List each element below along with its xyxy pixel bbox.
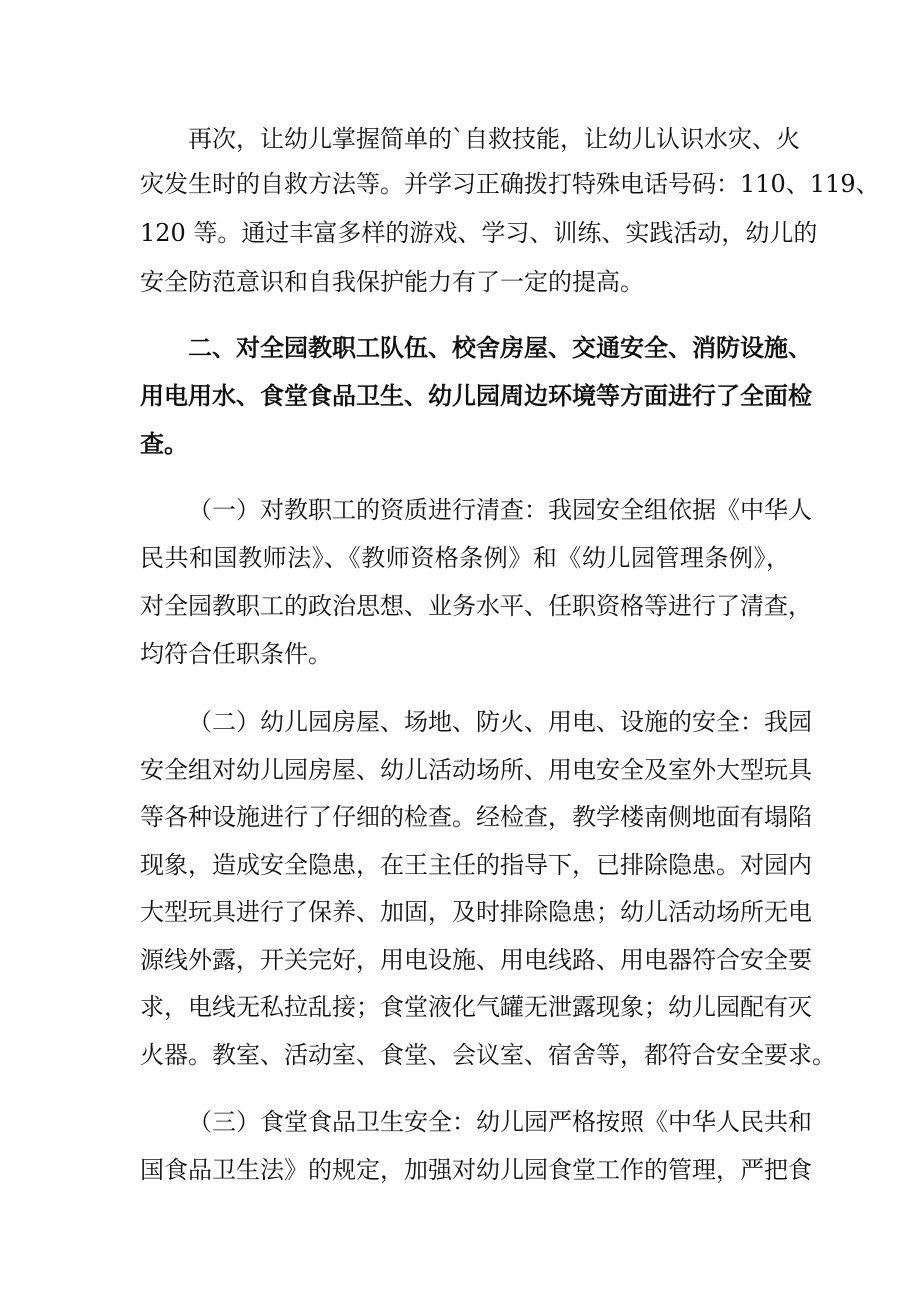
text-line: 均符合任职条件。 — [140, 640, 332, 668]
text-line: 灾发生时的自救方法等。并学习正确拨打特殊电话号码：110、119、 — [140, 170, 880, 198]
text-line: 120 等。通过丰富多样的游戏、学习、训练、实践活动，幼儿的 — [140, 219, 818, 247]
text-line: （二）幼儿园房屋、场地、防火、用电、设施的安全：我园 — [188, 708, 812, 736]
text-line: 对全园教职工的政治思想、业务水平、任职资格等进行了清查， — [140, 592, 812, 620]
heading-line: 二、对全园教职工队伍、校舍房屋、交通安全、消防设施、 — [188, 333, 812, 362]
text-line: 民共和国教师法》、《教师资格条例》和《幼儿园管理条例》， — [140, 544, 790, 572]
text-line: 火器。教室、活动室、食堂、会议室、宿舍等，都符合安全要求。 — [140, 1041, 836, 1069]
text-line: （一）对教职工的资质进行清查：我园安全组依据《中华人 — [188, 496, 812, 524]
text-line: 再次，让幼儿掌握简单的`自救技能，让幼儿认识水灾、火 — [188, 125, 800, 153]
text-line: 源线外露，开关完好，用电设施、用电线路、用电器符合安全要 — [140, 946, 812, 974]
text-line: （三）食堂食品卫生安全：幼儿园严格按照《中华人民共和 — [188, 1108, 812, 1136]
heading-line: 查。 — [140, 429, 188, 458]
text-line: 求，电线无私拉乱接；食堂液化气罐无泄露现象；幼儿园配有灭 — [140, 993, 812, 1021]
heading-line: 用电用水、食堂食品卫生、幼儿园周边环境等方面进行了全面检 — [140, 381, 812, 410]
text-line: 安全防范意识和自我保护能力有了一定的提高。 — [140, 268, 644, 296]
text-line: 安全组对幼儿园房屋、幼儿活动场所、用电安全及室外大型玩具 — [140, 756, 812, 784]
text-line: 国食品卫生法》的规定，加强对幼儿园食堂工作的管理，严把食 — [140, 1156, 812, 1184]
text-line: 现象，造成安全隐患，在王主任的指导下，已排除隐患。对园内 — [140, 851, 812, 879]
text-line: 大型玩具进行了保养、加固，及时排除隐患；幼儿活动场所无电 — [140, 898, 812, 926]
text-line: 等各种设施进行了仔细的检查。经检查，教学楼南侧地面有塌陷 — [140, 803, 812, 831]
